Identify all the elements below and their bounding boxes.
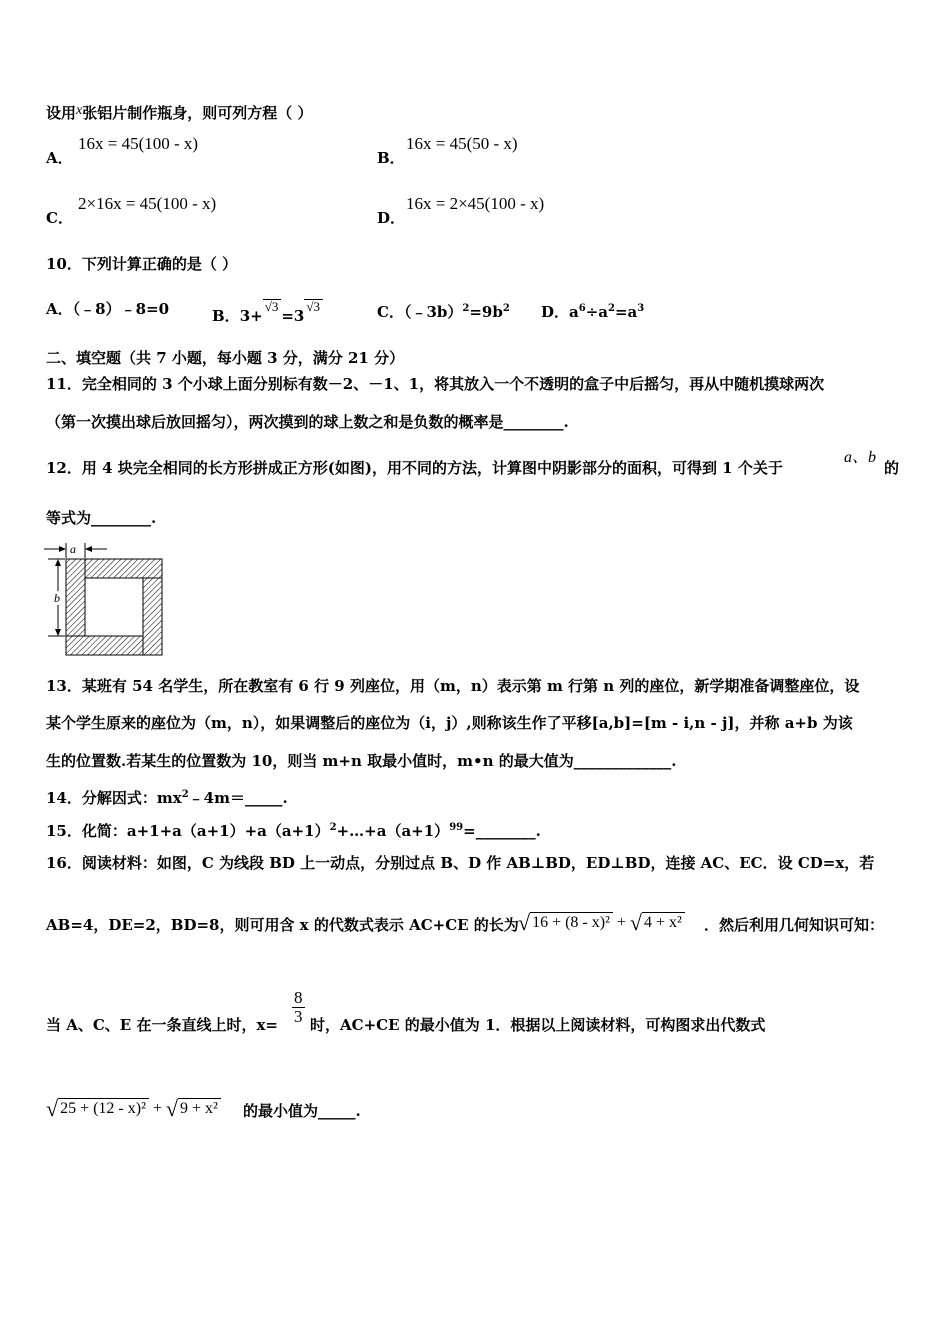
b-arrowhead-bottom [55, 629, 61, 636]
q10-option-b: B．3+√3=3√3 [212, 299, 323, 326]
a-arrowhead-left [59, 546, 66, 552]
q10-option-a-text: （﹣8）﹣8=0 [72, 300, 170, 318]
q10-option-c-label[interactable]: C． [377, 303, 404, 321]
q10-option-a-label[interactable]: A． [46, 300, 73, 318]
q10-options [46, 299, 169, 319]
q9-option-d-expr: 16x = 2×45(100 - x) [406, 194, 545, 213]
q9-option-c-expr: 2×16x = 45(100 - x) [78, 194, 217, 213]
q13-line2: 某个学生原来的座位为（m，n），如果调整后的座位为（i，j）,则称该生作了平移[a,b]=[m - i,n - j]，并称 a+b 为该 [46, 714, 853, 732]
label-a: a [70, 542, 76, 556]
q9-option-d-label[interactable]: D． [377, 209, 406, 227]
q9-option-a-label[interactable]: A． [46, 149, 73, 167]
q16-line3-a: 当 A、C、E 在一条直线上时，x= [46, 1016, 278, 1034]
q10-option-c: C．$(﹣3b)^2=9b^2$ [377, 303, 510, 321]
b-arrowhead-top [55, 559, 61, 566]
section-heading: 二、填空题（共 7 小题，每小题 3 分，满分 21 分） [46, 349, 405, 367]
q10-b-radical-2: √3 [304, 299, 323, 314]
q10-option-b-label[interactable]: B． [212, 307, 240, 325]
q16-expr2: √ 25 + (12 - x)² + √ 9 + x² [46, 1096, 221, 1122]
q11-line2: （第一次摸出球后放回摇匀），两次摸到的球上数之和是负数的概率是________. [46, 413, 569, 431]
q16-line4: 的最小值为_____. [243, 1102, 361, 1120]
q9-stem: 设用x张铝片制作瓶身，则可列方程（ ） [46, 103, 313, 122]
q10-option-d: D．$a^6\div a^2=a^3$ [541, 303, 645, 321]
q16-line2-a: AB=4，DE=2，BD=8，则可用含 x 的代数式表示 AC+CE 的长为 [46, 916, 519, 934]
q12-square-figure [40, 538, 170, 658]
q10-option-d-label[interactable]: D． [541, 303, 570, 321]
q11-line1: 11．完全相同的 3 个小球上面分别标有数－2、－1、1，将其放入一个不透明的盒子中后摇匀，再从中随机摸球两次 [46, 375, 825, 393]
q13-line3: 生的位置数.若某生的位置数为 10，则当 m+n 取最小值时，m•n 的最大值为_____________. [46, 752, 677, 770]
label-b: b [54, 591, 60, 605]
q12-vars: a、b [844, 449, 877, 466]
q15: 15．化简：$a+1+a(a+1)+a(a+1)^2+\dots+a(a+1)^{99}=\_\_\_\_\_\_\_\_$. [46, 822, 541, 840]
q12-line1: 12．用 4 块完全相同的长方形拼成正方形(如图)，用不同的方法，计算图中阴影部分的面积，可得到 1 个关于 [46, 459, 783, 477]
q12-line1-end: 的 [884, 459, 900, 477]
a-arrowhead-right [85, 546, 92, 552]
q13-line1: 13．某班有 54 名学生，所在教室有 6 行 9 列座位，用（m，n）表示第 m 行第 n 列的座位，新学期准备调整座位，设 [46, 677, 860, 695]
q14: 14．分解因式：$mx^2﹣4m=\_\_\_\_\_$. [46, 789, 288, 807]
q16-line3-b: 时，AC+CE 的最小值为 1．根据以上阅读材料，可构图求出代数式 [310, 1016, 766, 1034]
q9-option-c-label[interactable]: C． [46, 209, 73, 227]
q10-stem: 10．下列计算正确的是（ ） [46, 255, 238, 273]
q9-option-b-label[interactable]: B． [377, 149, 405, 167]
q12-line2: 等式为________. [46, 509, 157, 527]
q16-line1: 16．阅读材料：如图，C 为线段 BD 上一动点，分别过点 B、D 作 AB⊥BD，ED⊥BD，连接 AC、EC．设 CD=x，若 [46, 854, 875, 872]
q16-fraction: $\frac{8}{3}$ [294, 988, 303, 1026]
q9-option-b-expr: 16x = 45(50 - x) [406, 134, 518, 153]
q16-expr1: √ 16 + (8 - x)² + √ 4 + x² [518, 910, 685, 936]
inner-square [85, 578, 143, 636]
q9-option-a-expr: 16x = 45(100 - x) [78, 134, 199, 153]
q16-line2-b: ．然后利用几何知识可知： [704, 916, 885, 934]
q10-b-radical-1: √3 [263, 299, 282, 314]
